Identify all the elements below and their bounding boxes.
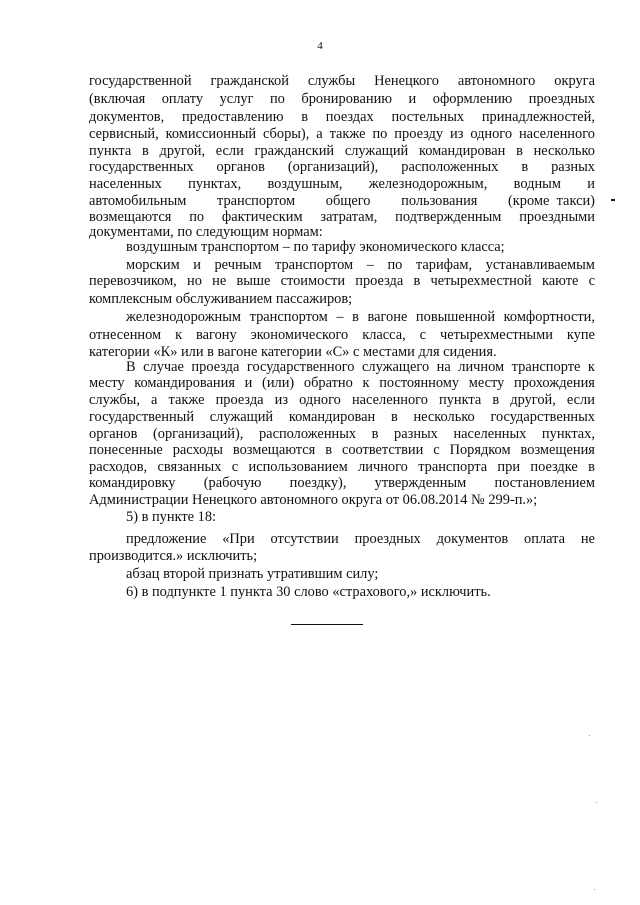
text-word: если (566, 392, 595, 408)
text-word: но (187, 273, 202, 289)
text-word: в (141, 143, 149, 159)
text-line (89, 290, 595, 308)
text-word: транспортом (217, 193, 296, 209)
text-word: автономного (457, 73, 536, 89)
text-word: утвержденным (374, 475, 467, 491)
text-word: одного (299, 392, 341, 408)
text-word: (или) (262, 375, 295, 391)
text-word: с (588, 273, 595, 289)
text-word: (рабочую (203, 475, 262, 491)
text-word: командировку (89, 475, 176, 491)
text-word: служащего (362, 359, 430, 375)
text-word: производится.» исключить; (89, 548, 258, 564)
text-word: органов (216, 159, 265, 175)
text-line (89, 441, 595, 459)
text-line (89, 491, 595, 509)
text-word: на (436, 359, 451, 375)
text-word: в (588, 459, 595, 475)
text-word: в (390, 409, 398, 425)
text-word: не (212, 273, 227, 289)
text-word: к (587, 359, 595, 375)
text-word: предложение (126, 531, 207, 547)
text-word: проезда (191, 359, 240, 375)
text-line (89, 474, 595, 492)
text-word: пункта (439, 392, 482, 408)
text-word: расходы (172, 442, 223, 458)
text-word: в (325, 442, 332, 458)
text-word: комиссионный (165, 126, 257, 142)
text-word: понесенные (89, 442, 163, 458)
text-word: расходов, (89, 459, 148, 475)
text-word: В (126, 359, 136, 375)
text-word: транспортом (249, 309, 328, 325)
scan-speck (589, 735, 590, 736)
text-word: подтвержденным (395, 209, 502, 225)
text-word: соответствии (341, 442, 424, 458)
text-word: 6) в подпункте 1 пункта 30 слово «страхового,» исключить. (126, 584, 491, 600)
text-word: государственной (89, 73, 192, 89)
text-word: предоставлению (181, 109, 284, 125)
text-line (126, 238, 595, 256)
text-word: в (521, 159, 529, 175)
text-word: транспортом (274, 257, 354, 273)
text-word: из (274, 392, 289, 408)
text-word: «При (222, 531, 255, 547)
text-line (89, 108, 595, 126)
text-word: командирован (418, 143, 506, 159)
text-word: проезда (215, 392, 264, 408)
text-word: перевозчиком, (89, 273, 177, 289)
text-word: разных (551, 159, 595, 175)
text-word: с (433, 442, 440, 458)
text-line (89, 374, 595, 392)
scan-speck (594, 889, 595, 890)
text-word: в (371, 426, 379, 442)
text-word: проезду (394, 126, 444, 142)
text-word: проездными (519, 209, 595, 225)
text-word: личном (458, 359, 505, 375)
text-line (89, 125, 595, 143)
text-word: в (492, 392, 500, 408)
text-line (89, 272, 595, 290)
text-word: оплату (161, 91, 204, 107)
text-word: железнодорожным, (368, 176, 488, 192)
text-word: абзац второй признать утратившим силу; (126, 566, 379, 582)
text-word: оплата (524, 531, 565, 547)
text-word: Администрации Ненецкого автономного округа от 06.08.2014 № 299-п.»; (89, 492, 538, 508)
text-word: по (387, 257, 403, 273)
text-word: государственный (89, 409, 195, 425)
text-word: если (215, 143, 244, 159)
text-line (89, 175, 595, 193)
text-word: и (587, 176, 595, 192)
text-word: постановлением (494, 475, 595, 491)
text-word: стоимости (280, 273, 346, 289)
text-line (89, 72, 595, 90)
text-word: округа (554, 73, 595, 89)
text-word: в (352, 309, 359, 325)
text-word: органов (89, 426, 138, 442)
text-word: проезда (355, 273, 404, 289)
text-word: поездах (325, 109, 374, 125)
text-word: к (362, 375, 370, 391)
text-line (126, 565, 595, 583)
text-word: (организаций), (152, 426, 244, 442)
text-word: бронированию (301, 91, 393, 107)
text-word: по (189, 209, 205, 225)
text-word: четырехместной (430, 273, 532, 289)
text-word: постоянному (379, 375, 460, 391)
text-word: и (244, 375, 253, 391)
text-word: (кроме такси) (508, 193, 595, 209)
text-word: устанавливаемым (485, 257, 595, 273)
text-word: командирования (134, 375, 235, 391)
text-word: службы (307, 73, 356, 89)
text-word: (организаций), (287, 159, 379, 175)
text-line (89, 391, 595, 409)
text-line (89, 158, 595, 176)
text-word: несколько (533, 143, 595, 159)
text-word: пунктах, (541, 426, 595, 442)
text-word: четырехместными (440, 327, 553, 343)
text-word: проездных (528, 91, 595, 107)
closing-rule (291, 624, 363, 625)
text-word: другой, (510, 392, 556, 408)
text-word: прохождения (514, 375, 595, 391)
text-word: месту (89, 375, 125, 391)
text-word: железнодорожным (126, 309, 242, 325)
text-word: гражданской (210, 73, 289, 89)
text-word: сборы), (262, 126, 310, 142)
text-word: населенных (89, 176, 162, 192)
text-word: водным (513, 176, 561, 192)
text-word: Ненецкого (374, 73, 439, 89)
text-word: документов, (89, 109, 165, 125)
text-word: комфортности, (503, 309, 595, 325)
text-word: возмещаются (232, 442, 316, 458)
text-word: к (175, 327, 183, 343)
text-word: а (316, 126, 323, 142)
text-line (126, 583, 595, 601)
text-word: разных (394, 426, 438, 442)
text-word: личного (358, 459, 408, 475)
text-word: транспорте (511, 359, 581, 375)
text-word: документов (436, 531, 509, 547)
text-word: и (408, 91, 417, 107)
text-word: с (231, 459, 239, 475)
text-word: класса, (362, 327, 406, 343)
text-word: 5) в пункте 18: (126, 509, 217, 525)
text-word: командирован (288, 409, 376, 425)
text-word: и (193, 257, 201, 273)
text-word: пользования (401, 193, 478, 209)
text-line (89, 408, 595, 426)
text-word: населенного (351, 392, 428, 408)
text-line (126, 530, 595, 548)
text-word: а (151, 392, 158, 408)
text-word: возмещаются (89, 209, 172, 225)
text-word: другой, (159, 143, 206, 159)
text-word: – (366, 257, 374, 273)
text-word: тарифам, (415, 257, 473, 273)
text-word: служащий (344, 143, 409, 159)
text-word: с (419, 327, 427, 343)
text-word: общего (325, 193, 371, 209)
text-word: использованием (248, 459, 348, 475)
text-word: не (580, 531, 595, 547)
text-word: одного (470, 126, 513, 142)
text-word: в (516, 143, 523, 159)
text-word: принадлежностей, (481, 109, 595, 125)
text-word: экономического (250, 327, 349, 343)
text-word: при (497, 459, 521, 475)
text-word: проездных (354, 531, 421, 547)
text-word: расположенных (401, 159, 499, 175)
text-word: в (413, 273, 421, 289)
text-word: постельных (391, 109, 465, 125)
text-word: пунктах, (188, 176, 242, 192)
text-word: повышенной (415, 309, 496, 325)
text-word: также (168, 392, 205, 408)
margin-mark (611, 199, 615, 201)
text-word: населенных (453, 426, 527, 442)
text-word: службы, (89, 392, 140, 408)
text-word: из (450, 126, 464, 142)
text-word: также (329, 126, 366, 142)
text-word: населенного (518, 126, 595, 142)
text-word: автомобильным (89, 193, 187, 209)
text-word: случае (143, 359, 184, 375)
text-word: каюте (541, 273, 579, 289)
text-word: сервисный, (89, 126, 159, 142)
text-word: служащий (209, 409, 274, 425)
text-word: (включая (89, 91, 146, 107)
text-word: документами, по следующим нормам: (89, 224, 323, 240)
text-word: пункта (89, 143, 132, 159)
text-word: поездке (530, 459, 578, 475)
text-word: по (269, 91, 285, 107)
text-word: государственных (89, 159, 194, 175)
text-word: отнесенном (89, 327, 162, 343)
text-line (89, 547, 595, 565)
text-word: морским (126, 257, 180, 273)
text-line (89, 90, 595, 108)
text-word: государственных (490, 409, 595, 425)
text-word: – (336, 309, 344, 325)
text-word: фактическим (221, 209, 303, 225)
text-word: услуг (219, 91, 254, 107)
text-word: государственного (246, 359, 355, 375)
text-line (126, 308, 595, 326)
text-word: несколько (413, 409, 475, 425)
text-word: воздушным, (267, 176, 343, 192)
text-word: речным (214, 257, 262, 273)
text-word: Порядком (449, 442, 511, 458)
text-word: месту (468, 375, 505, 391)
text-word: поездку), (289, 475, 347, 491)
text-word: гражданский (254, 143, 335, 159)
text-word: отсутствии (270, 531, 339, 547)
text-word: в (301, 109, 309, 125)
text-word: категории «К» или в вагоне категории «С» с местами для сидения. (89, 344, 497, 360)
text-word: выше (236, 273, 271, 289)
text-word: затратам, (320, 209, 378, 225)
text-word: комплексным обслуживанием пассажиров; (89, 291, 353, 307)
page-number: 4 (317, 40, 323, 52)
scan-speck (596, 802, 597, 803)
text-line (89, 326, 595, 344)
text-word: по (372, 126, 388, 142)
text-word: вагону (196, 327, 237, 343)
text-word: возмещения (520, 442, 595, 458)
text-word: воздушным транспортом – по тарифу экономического класса; (126, 239, 505, 255)
text-word: расположенных (258, 426, 357, 442)
text-word: транспорта (418, 459, 488, 475)
text-word: оформлению (432, 91, 513, 107)
text-word: купе (566, 327, 595, 343)
text-line (126, 508, 595, 526)
text-word: связанных (157, 459, 222, 475)
text-word: вагоне (367, 309, 408, 325)
text-word: обратно (303, 375, 353, 391)
